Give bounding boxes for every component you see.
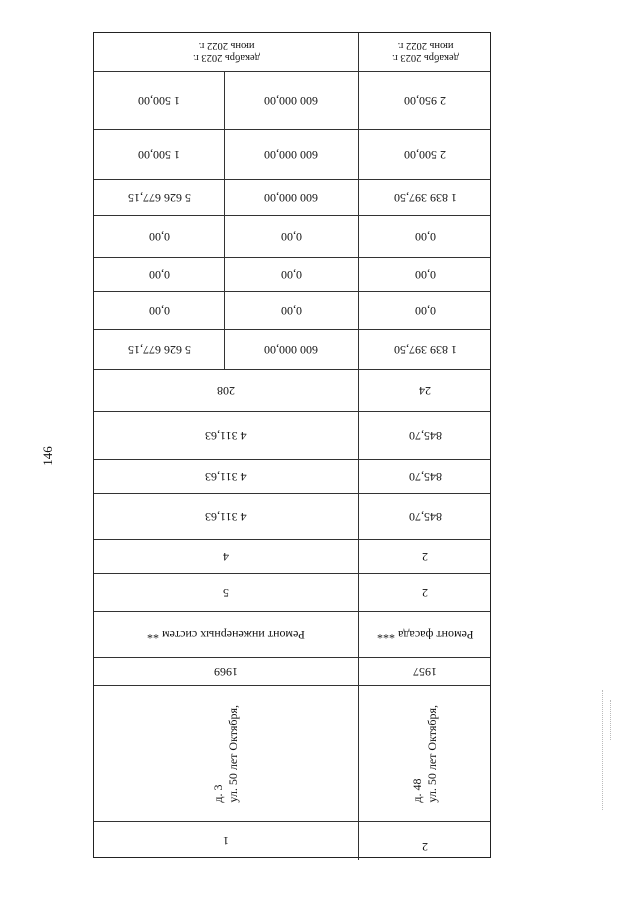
entrances-cell: 4	[223, 550, 229, 565]
amount-cell: 5 626 677,15	[127, 191, 191, 206]
area-cell: 845,70	[408, 470, 442, 485]
amount-cell: 600 000,00	[264, 191, 318, 206]
year-cell: 1957	[413, 665, 437, 680]
area-cell: 4 311,63	[205, 510, 247, 525]
area-cell: 4 311,63	[205, 470, 247, 485]
table-row	[94, 493, 490, 540]
table-row	[94, 257, 490, 292]
apartments-cell: 24	[419, 384, 431, 399]
table-row	[94, 539, 490, 574]
table-row	[94, 179, 490, 216]
data-table	[93, 32, 491, 858]
table-row	[94, 369, 490, 412]
entrances-cell: 2	[422, 550, 428, 565]
amount-cell: 2 500,00	[404, 148, 446, 163]
floors-cell: 5	[223, 586, 229, 601]
amount-cell: 1 500,00	[138, 94, 180, 109]
page-number: 146	[40, 446, 55, 466]
apartments-cell: 208	[217, 384, 235, 399]
amount-cell: 0,00	[414, 230, 436, 245]
table-row	[94, 329, 490, 370]
amount-cell: 1 839 397,50	[393, 343, 457, 358]
area-cell: 4 311,63	[205, 429, 247, 444]
amount-cell: 1 500,00	[138, 148, 180, 163]
row-number-cell: 2	[422, 840, 428, 855]
amount-cell: 0,00	[414, 268, 436, 283]
table-row	[94, 459, 490, 494]
table-row	[94, 411, 490, 460]
table-row	[94, 685, 490, 822]
work-type-cell: Ремонт фасада ***	[376, 628, 474, 643]
header-cell-period-1: декабрь 2023 г. июнь 2022 г.	[192, 41, 260, 64]
area-cell: 845,70	[408, 429, 442, 444]
table-row	[94, 573, 490, 612]
table-row	[94, 129, 490, 180]
amount-cell: 0,00	[280, 304, 302, 319]
amount-cell: 0,00	[148, 268, 170, 283]
table-row	[94, 215, 490, 258]
amount-cell: 1 839 397,50	[393, 191, 457, 206]
header-row	[94, 33, 490, 71]
work-type-cell: Ремонт инженерных систем **	[147, 628, 305, 643]
header-cell-period-2: декабрь 2023 г. июнь 2022 г.	[391, 41, 459, 64]
amount-cell: 0,00	[148, 230, 170, 245]
amount-cell: 600 000,00	[264, 148, 318, 163]
address-cell: ул. 50 лет Октября, д. 48	[410, 705, 439, 803]
table-row	[94, 71, 490, 130]
area-cell: 845,70	[408, 510, 442, 525]
amount-cell: 600 000,00	[264, 343, 318, 358]
amount-cell: 0,00	[414, 304, 436, 319]
table-row	[94, 657, 490, 686]
scan-artifact	[610, 700, 611, 740]
row-number-cell: 1	[223, 834, 229, 849]
amount-cell: 5 626 677,15	[127, 343, 191, 358]
table-row	[94, 611, 490, 658]
address-cell: ул. 50 лет Октября, д. 3	[211, 705, 240, 803]
year-cell: 1969	[214, 665, 238, 680]
floors-cell: 2	[422, 586, 428, 601]
amount-cell: 0,00	[280, 268, 302, 283]
amount-cell: 600 000,00	[264, 94, 318, 109]
table-row	[94, 291, 490, 330]
amount-cell: 2 950,00	[404, 94, 446, 109]
amount-cell: 0,00	[148, 304, 170, 319]
amount-cell: 0,00	[280, 230, 302, 245]
scan-artifact	[602, 690, 603, 810]
table-row	[94, 821, 490, 860]
